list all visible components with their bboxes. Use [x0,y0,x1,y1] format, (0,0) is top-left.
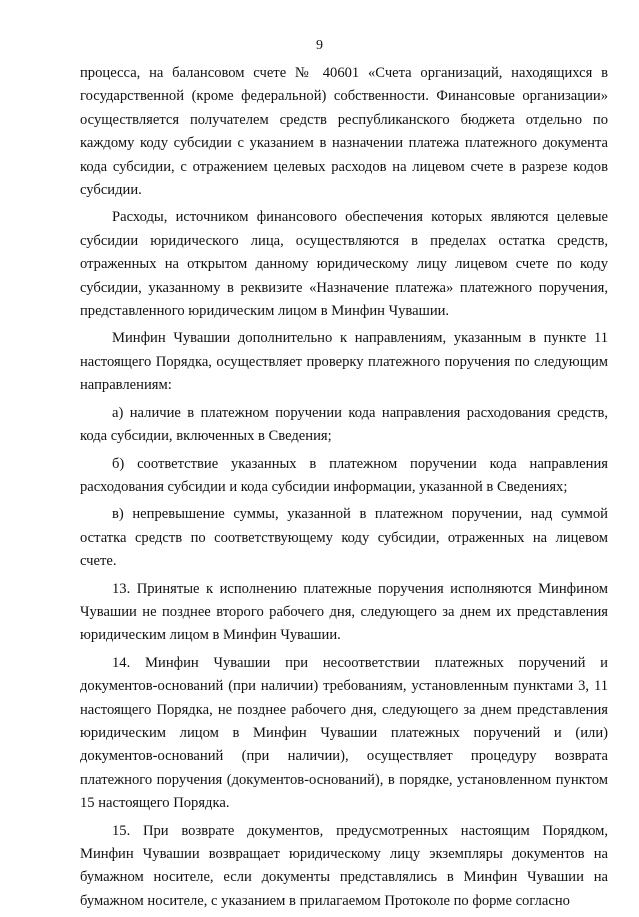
paragraph: Минфин Чувашии дополнительно к направлениям, указанным в пункте 11 настоящего Порядка, осуществляет проверку платежного поручения по следующим направлениям: [80,330,608,394]
document-body [80,62,608,917]
paragraph: 14. Минфин Чувашии при несоответствии платежных поручений и документов-оснований (при наличии) требованиям, установленным пунктами 3, 11 настоящего Порядка, не позднее рабочего дня, следующего за днем представления юридическим лицом в Минфин Чувашии платежных поручений и (или) документов-оснований (при наличии), осуществляет процедуру возврата платежного поручения (документов-оснований), в порядке, установленном пунктом 15 настоящего Порядка. [80,654,608,812]
paragraph: в) непревышение суммы, указанной в платежном поручении, над суммой остатка средств по соответствующему коду субсидии, отраженных на лицевом счете. [80,506,608,570]
page-number: 9 [316,38,323,53]
paragraph: Расходы, источником финансового обеспечения которых являются целевые субсидии юридического лица, осуществляются в пределах остатка средств, отраженных на открытом данному юридическому лицу лицевом счете по коду субсидии, указанному в реквизите «Назначение платежа» платежного поручения, представленного юридическим лицом в Минфин Чувашии. [80,209,608,320]
paragraph: 13. Принятые к исполнению платежные поручения исполняются Минфином Чувашии не позднее второго рабочего дня, следующего за днем их представления юридическим лицом в Минфин Чувашии. [80,580,608,644]
paragraph: процесса, на балансовом счете № 40601 «Счета организаций, находящихся в государственной (кроме федеральной) собственности. Финансовые организации» осуществляется получателем средств республиканского бюджета отдельно по каждому коду субсидии с указанием в назначении платежа платежного документа кода субсидии, с отражением целевых расходов на лицевом счете в разрезе кодов субсидии. [80,65,608,199]
paragraph: 15. При возврате документов, предусмотренных настоящим Порядком, Минфин Чувашии возвращает юридическому лицу экземпляры документов на бумажном носителе, если документы представлялись в Минфин Чувашии на бумажном носителе, с указанием в прилагаемом Протоколе по форме согласно [80,822,608,909]
paragraph: б) соответствие указанных в платежном поручении кода направления расходования субсидии и кода субсидии информации, указанной в Сведениях; [80,455,608,495]
paragraph: а) наличие в платежном поручении кода направления расходования средств, кода субсидии, включенных в Сведения; [80,404,608,445]
